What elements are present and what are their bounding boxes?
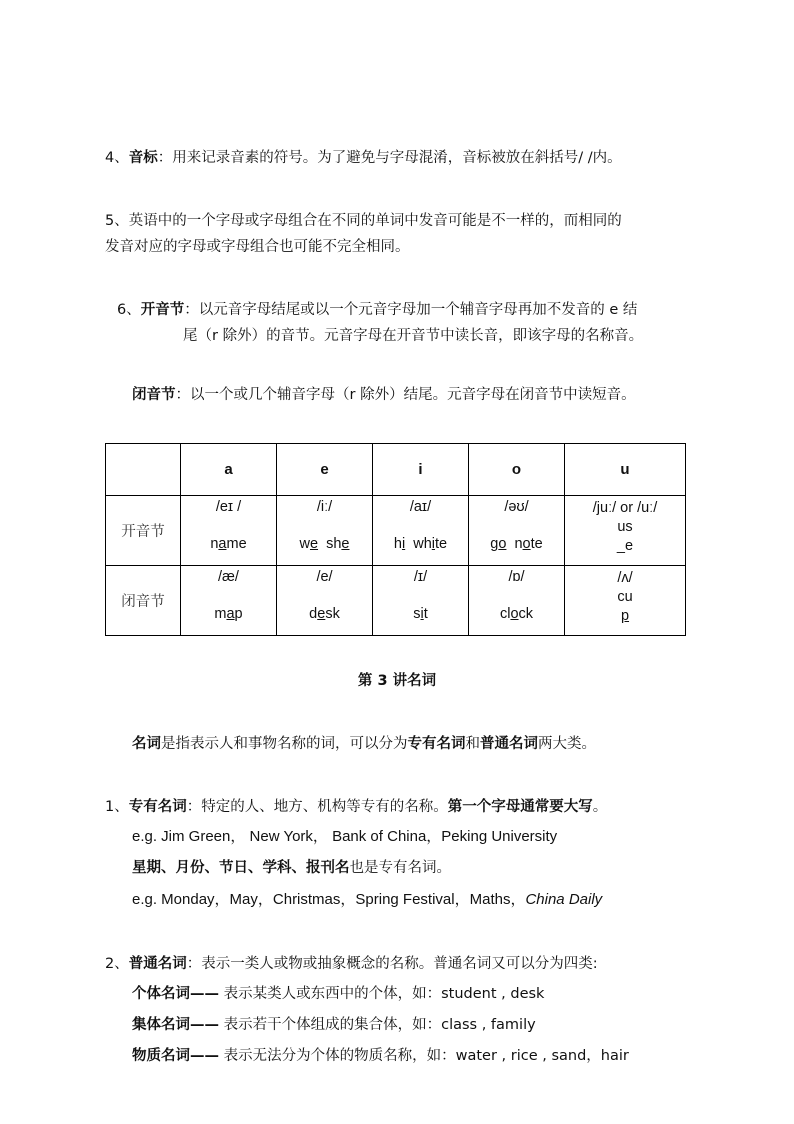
example-text: e.g. Monday，May，Christmas，Spring Festival，Maths， [132, 891, 526, 908]
word-vowel: i [420, 606, 424, 622]
word-vowel: e [317, 606, 326, 622]
paragraph-text: ：以一个或几个辅音字母（r 除外）结尾。元音字母在闭音节中读短音。 [175, 387, 636, 403]
word-vowel: i [431, 536, 436, 552]
individual-noun-line [132, 984, 544, 1004]
word-vowel: a [226, 606, 235, 622]
word-vowel: e [341, 536, 350, 552]
ipa: /əʊ/ [504, 499, 529, 515]
ipa-stack [565, 569, 685, 626]
word-part: ck [518, 606, 534, 622]
table-cell [373, 496, 469, 566]
ipa: /ɒ/ [508, 569, 525, 585]
paragraph-6-line-1 [117, 300, 637, 320]
word-part: h [393, 536, 402, 552]
word-vowel: i [401, 536, 406, 552]
example-word [277, 606, 372, 622]
ipa: /iː/ [316, 499, 333, 515]
table-cell [373, 566, 469, 636]
intro-term: 名词 [132, 736, 161, 752]
intro-term: 普通名词 [480, 736, 538, 752]
lecture-title: 第 3 讲名词 [357, 673, 437, 689]
item-number: 1、 [105, 799, 129, 815]
example-word [277, 536, 372, 552]
example-word [469, 606, 564, 622]
term-collective-noun: 集体名词—— [132, 1017, 219, 1033]
table-cell [277, 496, 373, 566]
example-word [373, 606, 468, 622]
proper-noun-example-2 [132, 890, 602, 910]
row-label: 闭音节 [106, 566, 181, 636]
example-text-italic: China Daily [525, 891, 603, 908]
term-individual-noun: 个体名词—— [132, 986, 219, 1002]
vowel-syllable-table [105, 443, 686, 636]
paragraph-text: 表示无法分为个体的物质名称，如：water , rice , sand，hair [219, 1048, 629, 1064]
table-header-cell: a [181, 444, 277, 496]
paragraph-text: 也是专有名词。 [349, 860, 451, 876]
paragraph-text: ：特定的人、地方、机构等专有的名称。 [186, 799, 448, 815]
noun-intro [132, 734, 596, 754]
example-word [181, 606, 276, 622]
example-word: p [620, 608, 630, 624]
table-row-closed-syllable [106, 566, 686, 636]
word-vowel: a [218, 536, 227, 552]
term-common-noun: 普通名词 [128, 956, 187, 972]
word-part: d [309, 606, 318, 622]
ipa-stack [565, 499, 685, 556]
ipa: /eɪ / [215, 499, 242, 515]
table-header-cell: e [277, 444, 373, 496]
paragraph-4 [105, 148, 622, 168]
example-word [469, 536, 564, 552]
intro-text: 两大类。 [538, 736, 596, 752]
closed-syllable-paragraph [132, 385, 636, 405]
word-part: cl [499, 606, 511, 622]
ipa: /ʌ/ [617, 570, 633, 586]
proper-noun-categories [132, 858, 451, 878]
example-word: cu [617, 589, 633, 605]
item-number: 4、 [105, 150, 129, 166]
word-part: te [530, 536, 543, 552]
paragraph-text: ：用来记录音素的符号。为了避免与字母混淆，音标被放在斜括号/ /内。 [157, 150, 622, 166]
table-cell [565, 566, 686, 636]
table-row-open-syllable [106, 496, 686, 566]
table-cell [277, 566, 373, 636]
word-part: n [210, 536, 219, 552]
row-label: 开音节 [106, 496, 181, 566]
table-cell [565, 496, 686, 566]
word-part: n [506, 536, 523, 552]
collective-noun-line [132, 1015, 536, 1035]
example-word [373, 536, 468, 552]
intro-text: 是指表示人和事物名称的词，可以分为 [161, 736, 408, 752]
paragraph-6-line-2: 尾（r 除外）的音节。元音字母在开音节中读长音，即该字母的名称音。 [183, 328, 644, 344]
proper-noun-example-1: e.g. Jim Green， New York， Bank of China，Peking University [132, 828, 558, 845]
word-part: s [413, 606, 421, 622]
word-part: wh [405, 536, 432, 552]
example-word [181, 536, 276, 552]
table-header-row [106, 444, 686, 496]
table-header-cell [106, 444, 181, 496]
proper-noun-definition [105, 797, 607, 817]
paragraph-text: ：表示一类人或物或抽象概念的名称。普通名词又可以分为四类: [186, 956, 598, 972]
item-number: 6、 [117, 302, 141, 318]
word-part: sk [325, 606, 340, 622]
ipa: /e/ [316, 569, 333, 585]
word-vowel: e [309, 536, 319, 552]
paragraph-5-line-2: 发音对应的字母或字母组合也可能不完全相同。 [105, 239, 410, 255]
example-word: us [617, 519, 633, 535]
paragraph-text: ：以元音字母结尾或以一个元音字母加一个辅音字母再加不发音的 e 结 [184, 302, 638, 318]
word-part: _ [616, 538, 625, 554]
word-part: sh [318, 536, 342, 552]
ipa: /juː/ or /uː/ [592, 500, 658, 516]
ipa: /aɪ/ [409, 499, 432, 515]
intro-text: 和 [465, 736, 480, 752]
word-part: e [625, 538, 634, 554]
paragraph-text: 表示若干个体组成的集合体，如：class , family [219, 1017, 536, 1033]
table-header-cell: u [565, 444, 686, 496]
word-part: t [423, 606, 428, 622]
table-cell [469, 566, 565, 636]
word-part: te [435, 536, 448, 552]
word-vowel: o [522, 536, 531, 552]
word-vowel: o [510, 606, 519, 622]
emphasis-text: 星期、月份、节日、学科、报刊名 [132, 860, 350, 876]
table-cell [469, 496, 565, 566]
common-noun-definition [105, 954, 598, 974]
term-closed-syllable: 闭音节 [132, 387, 176, 403]
paragraph-5-line-1: 5、英语中的一个字母或字母组合在不同的单词中发音可能是不一样的，而相同的 [105, 213, 622, 229]
paragraph-text: 表示某类人或东西中的个体，如：student , desk [219, 986, 545, 1002]
word-part: m [214, 606, 227, 622]
material-noun-line [132, 1046, 629, 1066]
word-part: w [299, 536, 310, 552]
paragraph-text: 。 [592, 799, 608, 815]
term-material-noun: 物质名词—— [132, 1048, 219, 1064]
example-word [565, 537, 685, 556]
table-cell [181, 496, 277, 566]
word-part: p [234, 606, 243, 622]
item-number: 2、 [105, 956, 129, 972]
term-phonetic-symbol: 音标 [128, 150, 158, 166]
table-cell [181, 566, 277, 636]
table-header-cell: i [373, 444, 469, 496]
term-proper-noun: 专有名词 [128, 799, 187, 815]
term-open-syllable: 开音节 [140, 302, 185, 318]
ipa: /æ/ [218, 569, 239, 585]
emphasis-text: 第一个字母通常要大写 [447, 799, 593, 815]
word-part: me [226, 536, 247, 552]
table-header-cell: o [469, 444, 565, 496]
ipa: /ɪ/ [413, 569, 428, 585]
intro-term: 专有名词 [407, 736, 466, 752]
word-vowel: o [498, 536, 507, 552]
word-part: g [490, 536, 499, 552]
